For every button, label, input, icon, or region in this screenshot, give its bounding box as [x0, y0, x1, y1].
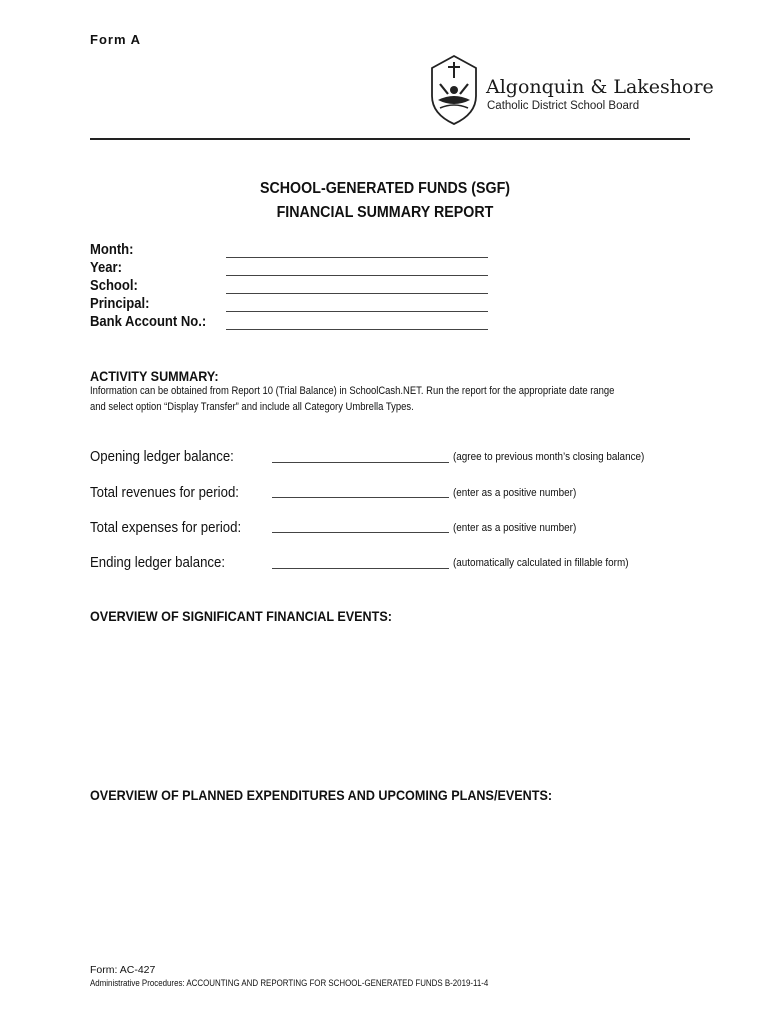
activity-summary-heading: ACTIVITY SUMMARY: [90, 368, 219, 384]
activity-info-line1: Information can be obtained from Report 10 (Trial Balance) in SchoolCash.NET. Run the report for the appropriate date range [90, 385, 615, 397]
principal-field[interactable] [226, 311, 488, 312]
opening-balance-label: Opening ledger balance: [90, 448, 234, 465]
org-subtitle: Catholic District School Board [487, 100, 640, 112]
financial-events-heading: OVERVIEW OF SIGNIFICANT FINANCIAL EVENTS: [90, 608, 392, 624]
form-label: Form A [90, 32, 142, 47]
bank-account-field[interactable] [226, 329, 488, 330]
month-field[interactable] [226, 257, 488, 258]
planned-expenditures-area[interactable] [90, 812, 690, 952]
org-name: Algonquin & Lakeshore [486, 76, 714, 98]
year-field[interactable] [226, 275, 488, 276]
report-title-line2: FINANCIAL SUMMARY REPORT [276, 204, 494, 221]
footer-procedure: Administrative Procedures: ACCOUNTING AND REPORTING FOR SCHOOL-GENERATED FUNDS B-2019-11-4 [90, 978, 489, 988]
total-expenses-field[interactable] [272, 532, 449, 533]
footer-form-number: Form: AC-427 [90, 964, 156, 976]
financial-events-area[interactable] [90, 632, 690, 772]
ending-balance-note: (automatically calculated in fillable form) [453, 557, 629, 569]
ending-balance-label: Ending ledger balance: [90, 554, 226, 571]
school-label: School: [90, 278, 138, 294]
total-expenses-note: (enter as a positive number) [453, 522, 577, 534]
school-field[interactable] [226, 293, 488, 294]
year-label: Year: [90, 260, 122, 276]
report-title-line1: SCHOOL-GENERATED FUNDS (SGF) [259, 180, 511, 197]
bank-account-label: Bank Account No.: [90, 314, 207, 330]
month-label: Month: [90, 242, 134, 258]
total-expenses-label: Total expenses for period: [90, 519, 242, 536]
ending-balance-field[interactable] [272, 568, 449, 569]
total-revenues-label: Total revenues for period: [90, 484, 239, 501]
activity-info-line2: and select option “Display Transfer” and include all Category Umbrella Types. [90, 401, 414, 413]
header-rule [90, 138, 690, 140]
planned-expenditures-heading: OVERVIEW OF PLANNED EXPENDITURES AND UPCOMING PLANS/EVENTS: [90, 787, 553, 803]
opening-balance-field[interactable] [272, 462, 449, 463]
opening-balance-note: (agree to previous month’s closing balance) [453, 451, 645, 463]
principal-label: Principal: [90, 296, 150, 312]
total-revenues-field[interactable] [272, 497, 449, 498]
total-revenues-note: (enter as a positive number) [453, 487, 577, 499]
